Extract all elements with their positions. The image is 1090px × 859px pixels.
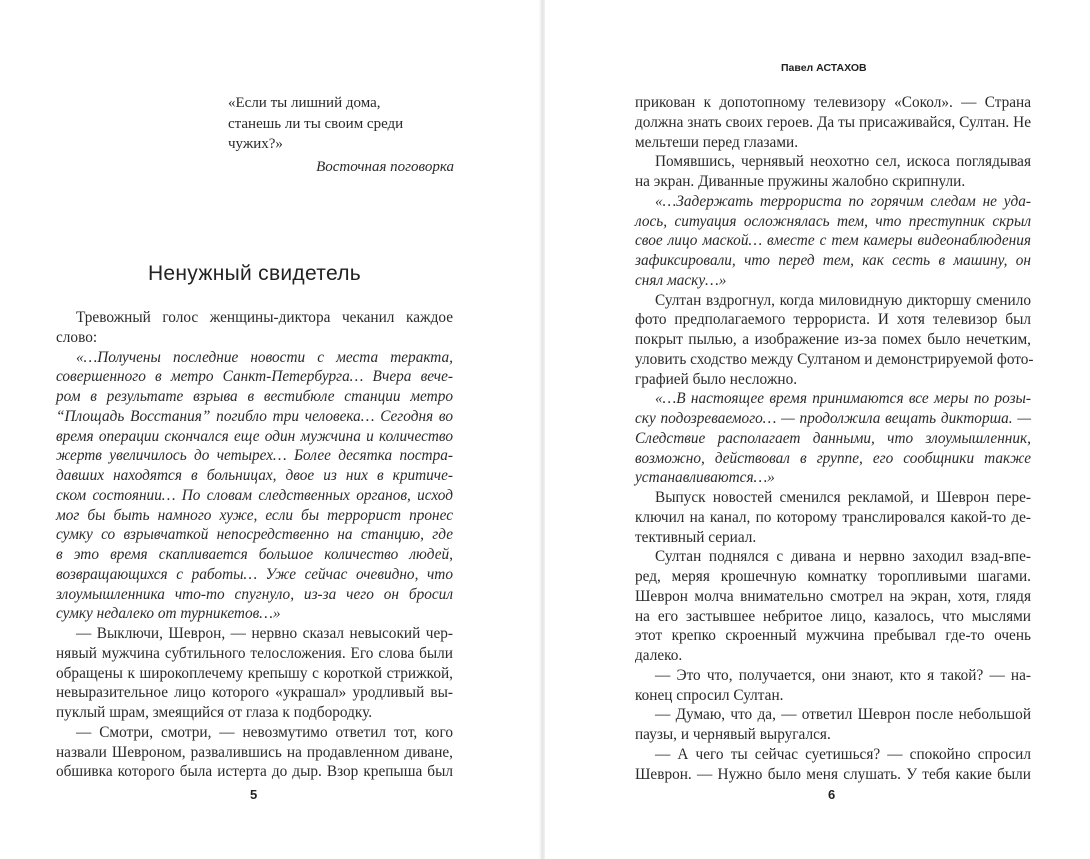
text-line: ром в результате взрыва в вестибюле станции метро [56, 388, 453, 405]
text-line: уловить сходство между Султаном и демонстрируемой фото- [635, 350, 1034, 368]
paragraph [635, 705, 1031, 745]
text-line: невыразительное лицо которого «украшал» уродливый вы- [56, 684, 453, 702]
text-line: ску подозреваемого… — продолжила вещать дикторша. — [635, 410, 1031, 427]
paragraph [635, 745, 1031, 785]
text-line: тективный сериал. [635, 528, 757, 546]
text-line: на его застывшее небритое лицо, казалось, что мыслями [635, 607, 1031, 625]
text-line: на экран. Диванные пружины жалобно скрипнули. [635, 173, 966, 190]
text-line: жертв увеличилось до четырех… Более десятка постра- [56, 447, 453, 465]
text-line: — Это что, получается, они знают, кто я такой? — на- [655, 666, 1031, 684]
paragraph [635, 547, 1031, 666]
text-line: — Думаю, что да, — ответил Шеврон после небольшой [655, 706, 1031, 724]
text-line: ключил на канал, по которому транслировался какой-то де- [635, 508, 1031, 526]
text-line: слово: [56, 328, 98, 346]
text-line: мог бы быть намного хуже, если бы террорист пронес [56, 506, 453, 524]
left-page-body [56, 308, 453, 782]
epigraph-source: Восточная поговорка [316, 158, 454, 175]
text-line: давших находятся в больницах, двое из них в критиче- [56, 467, 453, 484]
right-page [545, 0, 1090, 859]
paragraph [635, 488, 1031, 547]
text-line: лось, ситуация осложнялась тем, что преступник скрыл [635, 212, 1031, 230]
text-line: злоумышленника что-то спугнуло, из-за чего он бросил [56, 585, 453, 603]
paragraph [635, 666, 1031, 706]
text-line: графией было несложно. [635, 370, 798, 388]
text-line: совершенного в метро Санкт-Петербурга… Вчера вече- [56, 368, 453, 386]
right-page-body [635, 93, 1034, 784]
text-line: — Выключи, Шеврон, — нервно сказал невысокий чер- [76, 625, 453, 642]
running-head-author: Павел АСТАХОВ [781, 62, 867, 74]
text-line: сумку со взрывчаткой непосредственно на станцию, где [56, 526, 453, 544]
text-line: снял маску…» [635, 271, 727, 289]
text-line: возможно, действовал в группе, его сообщники также [635, 449, 1031, 467]
text-line: Помявшись, чернявый неохотно сел, искоса поглядывая [655, 153, 1031, 171]
text-line: устанавливаются…» [635, 469, 775, 487]
paragraph [56, 308, 453, 348]
paragraph [635, 291, 1034, 390]
paragraph [635, 93, 1031, 152]
text-line: мельтеши перед глазами. [635, 133, 799, 151]
epigraph-line: «Если ты лишний дома, [228, 95, 381, 111]
text-line: ском состоянии… По словам следственных органов, исход [56, 486, 453, 504]
text-line: должна знать своих героев. Да ты присаживайся, Султан. Не [635, 113, 1031, 131]
text-line: время операции скончался еще один мужчина и количество [56, 427, 453, 445]
text-line: Шеврон. — Нужно было меня слушать. У тебя какие были [635, 765, 1031, 783]
text-line: фото предполагаемого террориста. И хотя телевизор был [635, 311, 1031, 329]
text-line: паузы, и чернявый выругался. [635, 726, 831, 743]
text-line: возвращающихся с работы… Уже сейчас очевидно, что [56, 565, 453, 583]
text-line: пуклый шрам, змеящийся от глаза к подбородку. [56, 704, 373, 721]
text-line: «…Задержать террориста по горячим следам не уда- [655, 192, 1031, 210]
text-line: «…В настоящее время принимаются все меры по розы- [655, 390, 1031, 408]
text-line: — А чего ты сейчас суетишься? — спокойно спросил [655, 745, 1031, 763]
text-line: назвали Шевроном, развалившись на продавленном диване, [56, 743, 453, 761]
text-line: конец спросил Султан. [635, 686, 784, 704]
text-line: “Площадь Восстания” погибло три человека… Сегодня во [56, 407, 453, 425]
paragraph [635, 152, 1031, 192]
text-line: Султан поднялся с дивана и нервно заходил взад-впе- [655, 548, 1031, 566]
epigraph-line: станешь ли ты своим среди чужих?» [228, 115, 404, 152]
chapter-title: Ненужный свидетель [147, 262, 362, 285]
text-line: ред, меряя крошечную комнатку торопливыми шагами. [635, 568, 1031, 585]
left-page [0, 0, 541, 859]
text-line: Шеврон молча внимательно смотрел на экран, хотя, глядя [635, 587, 1031, 605]
text-line: прикован к допотопному телевизору «Сокол». — Страна [635, 94, 1031, 111]
text-line: этот крепко скроенный мужчина пребывал где-то очень [635, 627, 1031, 645]
text-line: Тревожный голос женщины-диктора чеканил каждое [76, 309, 453, 326]
paragraph [56, 723, 453, 782]
page-number-right: 6 [828, 787, 836, 802]
text-line: обшивка которого была истерта до дыр. Взор крепыша был [56, 763, 453, 781]
text-line: зафиксировали, что перед тем, как сесть в машину, он [635, 252, 1031, 269]
quoted-broadcast-paragraph [56, 348, 453, 625]
text-line: Выпуск новостей сменился рекламой, и Шеврон пере- [655, 489, 1031, 506]
quoted-broadcast-paragraph [635, 389, 1031, 488]
text-line: сумку недалеко от турникетов…» [56, 605, 281, 623]
text-line: Султан вздрогнул, когда миловидную дикторшу сменило [655, 291, 1031, 309]
text-line: нявый мужчина субтильного телосложения. Его слова были [56, 644, 453, 662]
text-line: «…Получены последние новости с места теракта, [76, 348, 453, 366]
text-line: в это время скапливается большое количество людей, [56, 546, 453, 563]
paragraph [56, 624, 453, 723]
text-line: свое лицо маской… вместе с тем камеры видеонаблюдения [635, 232, 1031, 250]
quoted-broadcast-paragraph [635, 192, 1031, 291]
text-line: обращены к широкоплечему крепышу с короткой стрижкой, [56, 664, 453, 682]
text-line: Следствие располагает данными, что злоумышленник, [635, 429, 1031, 447]
text-line: покрыт пылью, а изображение из-за помех было нечетким, [635, 331, 1031, 348]
page-number-left: 5 [250, 787, 258, 802]
epigraph [228, 93, 454, 177]
text-line: — Смотри, смотри, — невозмутимо ответил тот, кого [76, 723, 453, 741]
text-line: далеко. [635, 647, 683, 664]
